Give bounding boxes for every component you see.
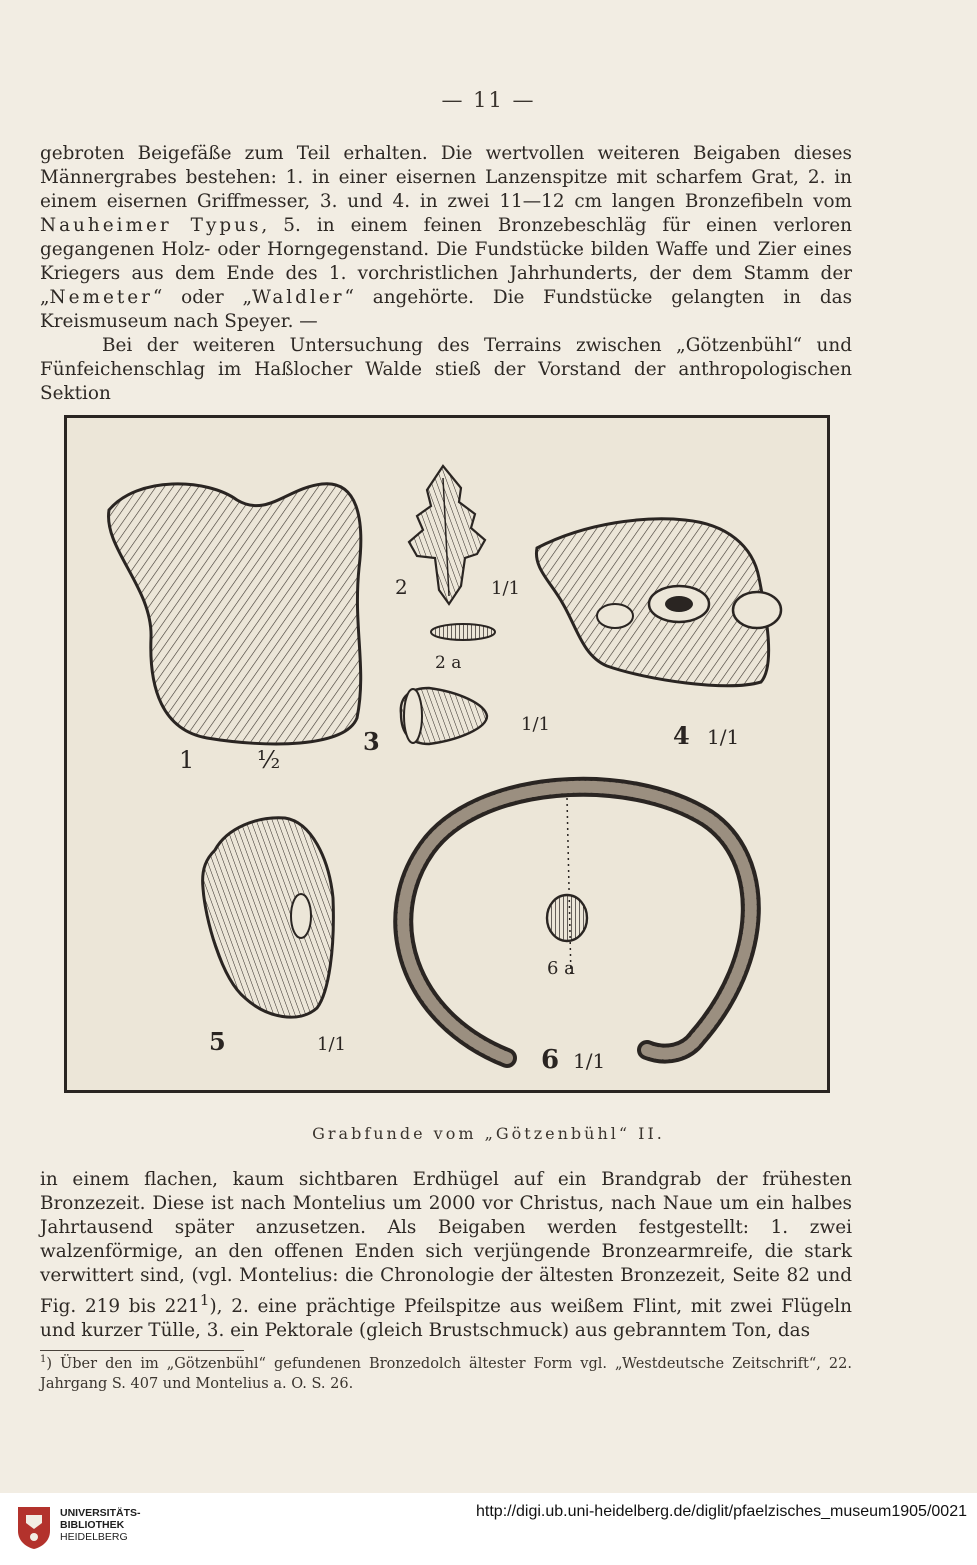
paragraph-top-text — [40, 142, 852, 334]
paragraph-second: Bei der weiteren Untersuchung des Terrains zwischen „Götzenbühl“ und Fünfeichenschlag im Haßlocher Walde stieß der Vorstand der anthropologischen Sektion — [40, 335, 852, 404]
footnote — [40, 1350, 852, 1394]
label-item-6-scale: 1/1 — [573, 1049, 606, 1073]
paragraph-top-line3: “ oder „ — [152, 287, 253, 308]
spaced-term-nemeter: Nemeter — [49, 287, 153, 308]
paragraph-top — [40, 142, 852, 406]
figure-drawing — [67, 418, 827, 1090]
label-item-3-scale: 1/1 — [521, 714, 550, 735]
paragraph-top-line1: gebroten Beigefäße zum Teil erhalten. Die wertvollen weiteren Beigaben dieses Männergrabes bestehen: 1. in einer eisernen Lanzenspitze mit scharfem Grat, 2. in einem eisernen Griffmesser, 3. und 4. in zwei 11—12 cm langen Bronzefibeln vom — [40, 143, 852, 212]
label-item-4-scale: 1/1 — [707, 725, 740, 749]
label-item-2: 2 — [395, 575, 408, 599]
library-name — [60, 1507, 141, 1543]
paragraph-bottom-text-b: ), 2. eine prächtige Pfeilspitze aus weißem Flint, mit zwei Flügeln und kurzer Tülle, 3. ein Pektorale (gleich Brustschmuck) aus gebranntem Ton, das — [40, 1296, 852, 1342]
paragraph-top-line4: “ angehörte. Die Fundstücke gelangten in das Kreismuseum nach Speyer. — — [40, 287, 853, 332]
pectoral-4-eye-right — [733, 592, 781, 628]
paragraph-bottom-text-a: in einem flachen, kaum sichtbaren Erdhügel auf ein Brandgrab der frühesten Bronzezeit. Diese ist nach Montelius um 2000 vor Christus, nach Naue um ein halbes Jahrtausend später anzusetzen. Als Beigaben werden festgestellt: 1. zwei walzenförmige, an den offenen Enden sich verjüngende Bronzearmreife, die stark verwittert sind, (vgl. Montelius: die Chronologie der ältesten Bronzezeit, Seite 82 und Fig. 219 bis 221 — [40, 1169, 852, 1318]
label-item-2-scale: 1/1 — [491, 578, 520, 599]
label-item-4: 4 — [673, 721, 690, 750]
footnote-marker: 1 — [40, 1354, 47, 1365]
pectoral-4-eye-left — [597, 604, 633, 628]
paragraph-bottom — [40, 1168, 852, 1343]
arrowhead-2-shape — [409, 466, 485, 604]
label-item-1-scale: ½ — [257, 746, 281, 774]
fitting-5-hole — [291, 894, 311, 938]
paragraph-top-line2: , 5. in einem feinen Bronzebeschläg für einen verloren gegangenen Holz- oder Horngegenstand. Die Fundstücke bilden Waffe und Zier eines Kriegers aus dem Ende des 1. vorchristlichen Jahrhunderts, der dem Stamm der „ — [40, 215, 852, 308]
figure-caption: Grabfunde vom „Götzenbühl“ II. — [312, 1124, 665, 1143]
paragraph-bottom-text — [40, 1168, 852, 1343]
footer-bar — [0, 1493, 977, 1565]
source-url-link[interactable]: http://digi.ub.uni-heidelberg.de/diglit/pfaelzisches_museum1905/0021 — [476, 1503, 967, 1520]
spaced-term-waldler: Waldler — [252, 287, 345, 308]
arrowhead-2a-section — [431, 624, 495, 640]
figure-plate — [64, 415, 830, 1093]
footnote-text: ) Über den im „Götzenbühl“ gefundenen Bronzedolch ältester Form vgl. „Westdeutsche Zeitschrift“, 22. Jahrgang S. 407 und Montelius a. O. S. 26. — [40, 1355, 852, 1392]
fitting-5-shape — [203, 818, 334, 1017]
fragment-1-shape — [108, 484, 360, 744]
library-name-line1: UNIVERSITÄTS- — [60, 1507, 141, 1519]
label-item-1: 1 — [179, 746, 195, 774]
bracelet-6a-section — [547, 895, 587, 941]
library-name-line2: BIBLIOTHEK — [60, 1519, 125, 1531]
label-item-2a: 2 a — [435, 653, 462, 673]
page-number: — 11 — — [441, 88, 536, 112]
bracelet-6-axis — [567, 798, 571, 978]
fibula-3-end — [404, 689, 422, 743]
label-item-5-scale: 1/1 — [317, 1034, 346, 1055]
university-seal-icon — [14, 1503, 54, 1551]
label-item-3: 3 — [363, 727, 380, 756]
library-name-line3: HEIDELBERG — [60, 1531, 128, 1543]
footnote-reference[interactable]: 1 — [199, 1291, 210, 1309]
label-item-5: 5 — [209, 1027, 226, 1056]
spaced-term-nauheimer: Nauheimer Typus — [40, 215, 262, 236]
pectoral-4-eye-center-pupil — [665, 596, 693, 612]
label-item-6a: 6 a — [547, 958, 575, 979]
label-item-6: 6 — [541, 1045, 560, 1075]
